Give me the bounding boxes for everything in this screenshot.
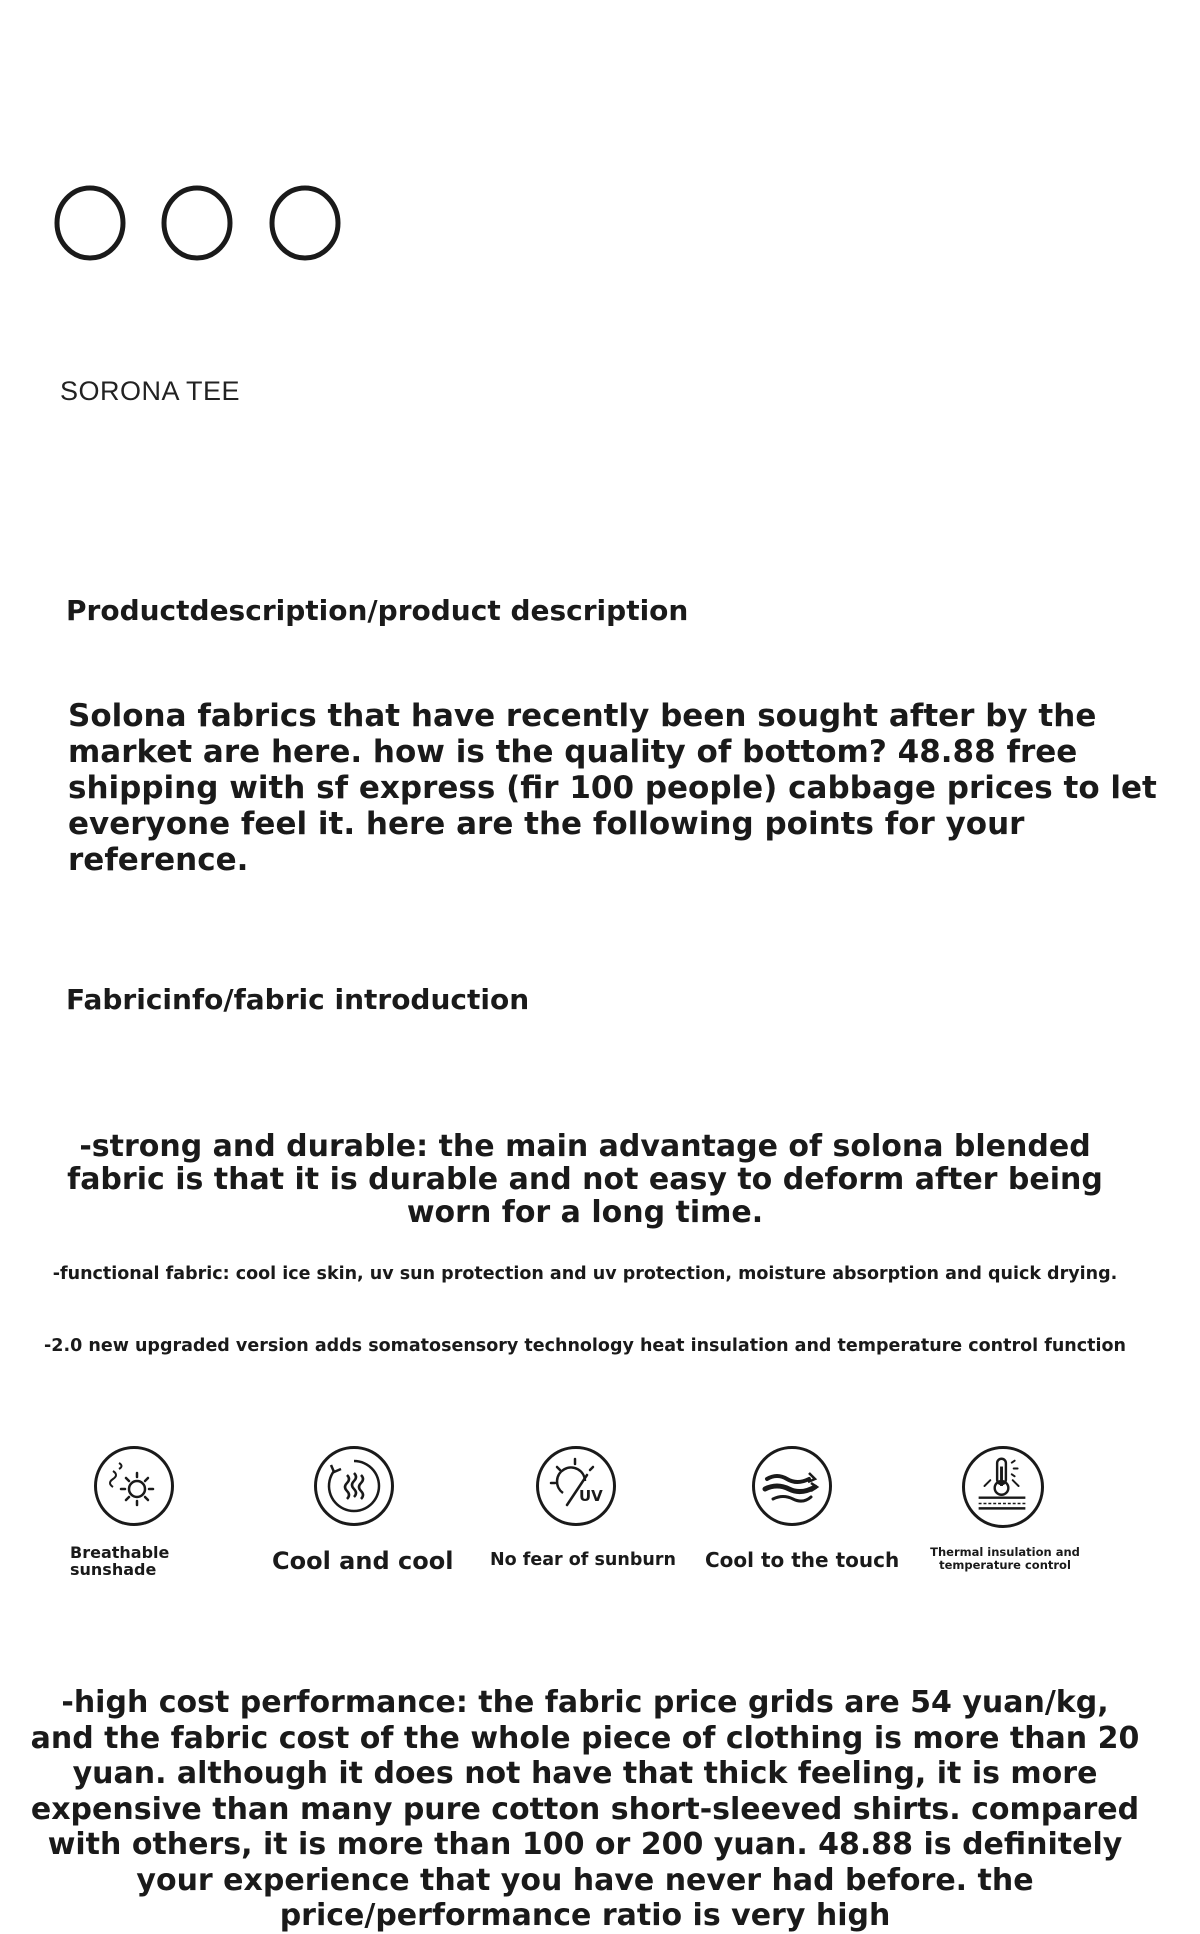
fabric-introduction-heading: Fabricinfo/fabric introduction [66,983,530,1016]
sun-breathable-icon [94,1446,174,1526]
feature-label: Cool and cool [272,1547,454,1575]
three-circles-logo [50,178,350,268]
brand-name: SORONA TEE [60,376,241,406]
thermometer-icon [962,1446,1044,1528]
functional-fabric-point: -functional fabric: cool ice skin, uv sun protection and uv protection, moisture absorption and quick drying. [52,1264,1118,1284]
feature-label: Breathable sunshade [70,1543,170,1579]
strong-durable-point: -strong and durable: the main advantage of solona blended fabric is that it is durable and not easy to deform after being worn for a long time. [67,1129,1103,1230]
feature-label: Cool to the touch [705,1548,900,1572]
product-intro-text: Solona fabrics that have recently been sought after by the market are here. how is the quality of bottom? 48.88 free shipping with sf express (fir 100 people) cabbage prices to let everyone feel it. here are the following points for your reference. [68,698,1157,878]
feature-label: Thermal insulation and temperature control [930,1545,1080,1572]
cost-performance-point: -high cost performance: the fabric price grids are 54 yuan/kg, and the fabric cost of the whole piece of clothing is more than 20 yuan. although it does not have that thick feeling, it is more expensive than many pure cotton short-sleeved shirts. compared with others, it is more than 100 or 200 yuan. 48.88 is definitely your experience that you have never had before. the price/performance ratio is very high [30,1685,1140,1933]
svg-text:UV: UV [579,1487,603,1505]
cooling-waves-icon [314,1446,394,1526]
feature-label: No fear of sunburn [490,1550,676,1570]
wind-flow-icon [752,1446,832,1526]
product-description-heading: Productdescription/product description [66,594,689,627]
upgrade-version-point: -2.0 new upgraded version adds somatosensory technology heat insulation and temperature control function [44,1336,1126,1356]
uv-sun-icon [536,1446,616,1526]
